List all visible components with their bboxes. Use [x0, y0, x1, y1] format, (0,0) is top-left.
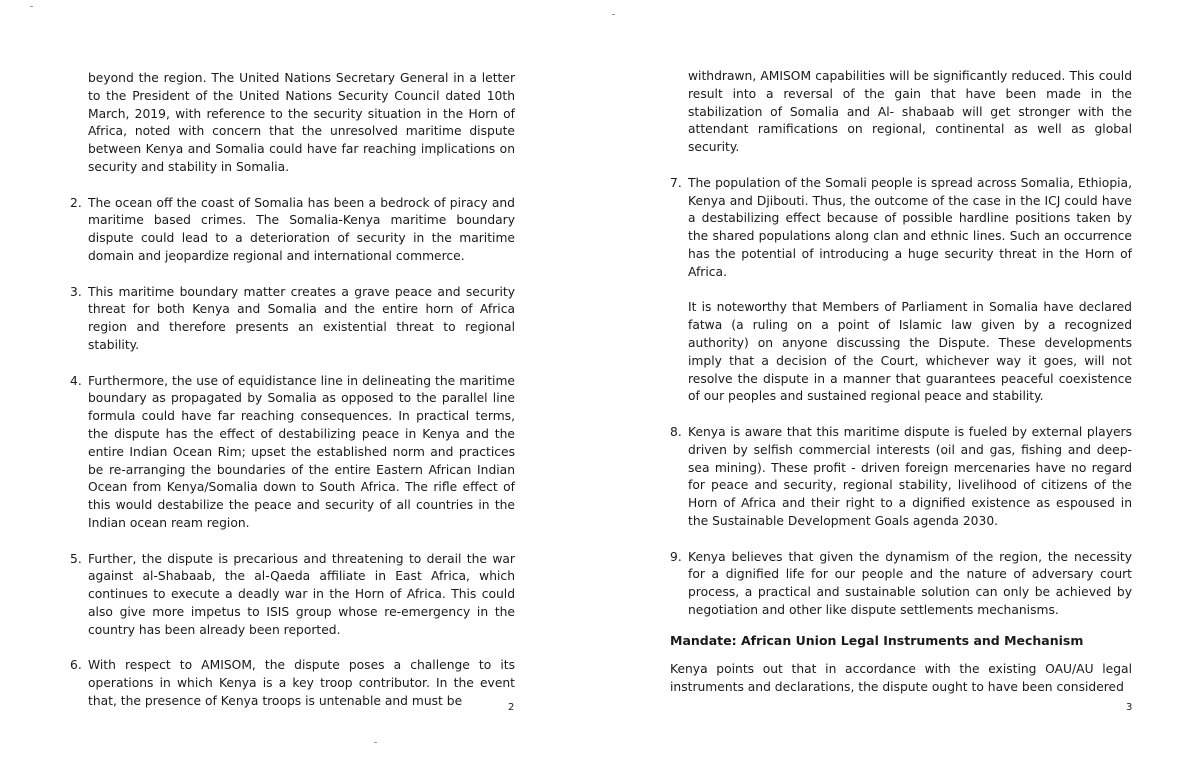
- item-text: The ocean off the coast of Somalia has been a bedrock of piracy and maritime based crimes. The Somalia-Kenya maritime boundary dispute could lead to a deterioration of security in the maritime domain and jeopardize regional and international commerce.: [88, 195, 515, 263]
- item-text: Kenya believes that given the dynamism of the region, the necessity for a dignified life for our people and the nature of adversary court process, a practical and sustainable solution can only be achieved by negotiation and other like dispute settlements mechanisms.: [688, 549, 1132, 617]
- numbered-item-7: [670, 175, 1132, 282]
- item-text: Kenya is aware that this maritime dispute is fueled by external players driven by selfish commercial interests (oil and gas, fishing and deep-sea mining). These profit - driven foreign mercenaries have no regard for peace and security, regional stability, livelihood of citizens of the Horn of Africa and their right to a dignified existence as espoused in the Sustainable Development Goals agenda 2030.: [688, 424, 1132, 528]
- closing-paragraph: Kenya points out that in accordance with the existing OAU/AU legal instruments and declarations, the dispute ought to have been considered: [670, 662, 1132, 695]
- scan-speck: [30, 6, 33, 7]
- item-number: 9.: [670, 549, 682, 564]
- item-number: 6.: [70, 658, 82, 673]
- page-3-body: [670, 68, 1132, 715]
- page-3: [600, 0, 1200, 769]
- numbered-item-6: [70, 657, 515, 710]
- numbered-item-3: [70, 284, 515, 355]
- numbered-item-8: [670, 424, 1132, 531]
- page-number: 2: [508, 702, 515, 713]
- continuation-paragraph: withdrawn, AMISOM capabilities will be significantly reduced. This could result into a reversal of the gain that have been made in the stabilization of Somalia and Al- shabaab will get stronger with the attendant ramifications on regional, continental as well as global security.: [688, 69, 1132, 155]
- item-text: Further, the dispute is precarious and threatening to derail the war against al-Shabaab, the al-Qaeda affiliate in East Africa, which continues to execute a deadly war in the Horn of Africa. This could also give more impetus to ISIS group whose re-emergency in the country has been already been reported.: [88, 551, 515, 637]
- numbered-item-4: [70, 373, 515, 533]
- item-text: Furthermore, the use of equidistance line in delineating the maritime boundary as propagated by Somalia as opposed to the parallel line formula could have far reaching consequences. In practical terms, the dispute has the effect of destabilizing peace in Kenya and the entire Indian Ocean Rim; upset the established norm and practices be re-arranging the boundaries of the entire Eastern African Indian Ocean from Kenya/Somalia down to South Africa. The rifle effect of this would destabilize the peace and security of all countries in the Indian ocean ream region.: [88, 373, 515, 530]
- scan-speck: [374, 742, 377, 743]
- numbered-item-9: [670, 549, 1132, 620]
- item-number: 3.: [70, 284, 82, 299]
- noteworthy-paragraph: It is noteworthy that Members of Parliament in Somalia have declared fatwa (a ruling on a point of Islamic law given by a recognized authority) on anyone discussing the Dispute. These developments imply that a decision of the Court, whichever way it goes, will not resolve the dispute in a manner that guarantees peaceful coexistence of our peoples and sustained regional peace and stability.: [688, 300, 1132, 404]
- item-text: This maritime boundary matter creates a grave peace and security threat for both Kenya and Somalia and the entire horn of Africa region and therefore presents an existential threat to regional stability.: [88, 284, 515, 352]
- item-number: 5.: [70, 551, 82, 566]
- page-2-body: [70, 70, 515, 728]
- item-number: 8.: [670, 424, 682, 439]
- item-number: 2.: [70, 195, 82, 210]
- numbered-item-5: [70, 551, 515, 640]
- scan-speck: [612, 14, 615, 15]
- page-number: 3: [1126, 702, 1133, 713]
- section-heading: Mandate: African Union Legal Instruments and Mechanism: [670, 632, 1084, 648]
- opening-paragraph: beyond the region. The United Nations Secretary General in a letter to the President of the United Nations Security Council dated 10th March, 2019, with reference to the security situation in the Horn of Africa, noted with concern that the unresolved maritime dispute between Kenya and Somalia could have far reaching implications on security and stability in Somalia.: [88, 71, 515, 174]
- item-number: 7.: [670, 175, 682, 190]
- item-text: The population of the Somali people is spread across Somalia, Ethiopia, Kenya and Djibouti. Thus, the outcome of the case in the ICJ could have a destabilizing effect because of possible hardline positions taken by the shared populations along clan and ethnic lines. Such an occurrence has the potential of introducing a huge security threat in the Horn of Africa.: [688, 175, 1132, 279]
- numbered-item-2: [70, 195, 515, 266]
- item-text: With respect to AMISOM, the dispute poses a challenge to its operations in which Kenya is a key troop contributor. In the event that, the presence of Kenya troops is untenable and must be: [88, 658, 515, 708]
- item-number: 4.: [70, 373, 82, 388]
